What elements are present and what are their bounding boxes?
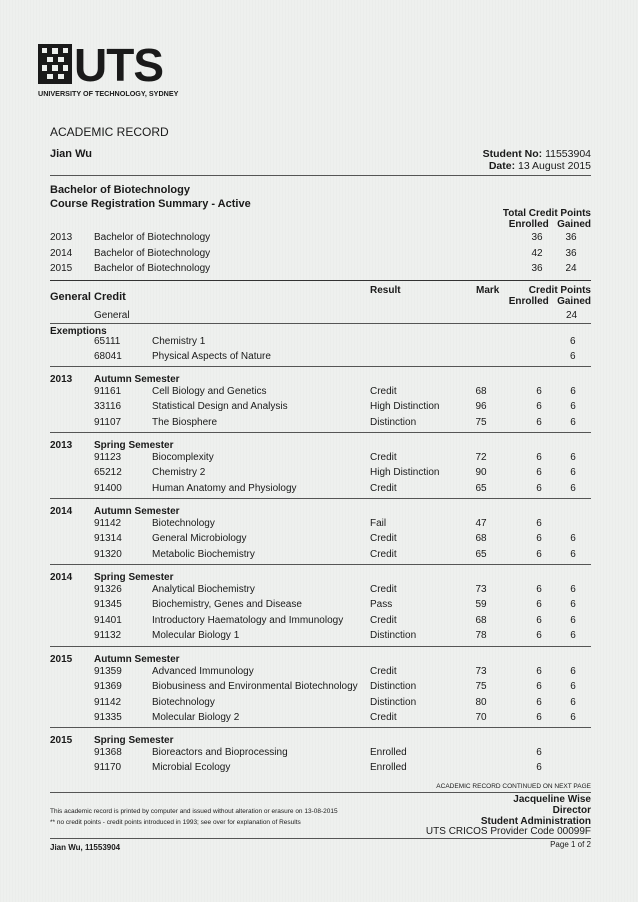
cp-gained-header: Gained [557, 296, 591, 307]
signatory-block [426, 795, 591, 838]
subject-mark: 75 [475, 416, 487, 428]
subject-code: 91369 [94, 681, 122, 693]
subject-name: Molecular Biology 2 [152, 711, 240, 723]
subject-enrolled: 6 [536, 386, 542, 397]
subject-code: 65212 [94, 467, 122, 479]
course-row-year: 2015 [50, 263, 73, 274]
subject-result: Distinction [370, 696, 417, 708]
semester-name: Spring Semester [94, 735, 174, 746]
subject-enrolled: 6 [536, 747, 542, 758]
subject-mark: 47 [475, 518, 487, 529]
general-credit-heading: General Credit [50, 291, 126, 303]
semester-year: 2014 [50, 572, 73, 583]
divider [50, 792, 591, 793]
subject-enrolled: 6 [536, 614, 542, 626]
footer-note-print: This academic record is printed by computer and issued without alteration or erasure on 13-08-2015 [50, 808, 338, 815]
subject-result: Enrolled [370, 747, 407, 758]
subject-result: Enrolled [370, 762, 407, 774]
subject-gained: 6 [570, 482, 576, 494]
subject-code: 91123 [94, 452, 122, 463]
subject-gained: 6 [570, 711, 576, 723]
subject-gained: 6 [570, 467, 576, 479]
exemption-gained: 6 [570, 351, 576, 362]
semester-name: Spring Semester [94, 440, 174, 451]
uts-crest-icon [38, 44, 72, 84]
subject-mark: 68 [475, 614, 487, 626]
divider [50, 564, 591, 565]
semester-name: Autumn Semester [94, 374, 180, 385]
subject-name: Human Anatomy and Physiology [152, 482, 297, 494]
subject-result: Credit [370, 386, 397, 397]
subject-gained: 6 [570, 681, 576, 693]
subject-code: 91400 [94, 482, 122, 494]
document-title: ACADEMIC RECORD [50, 125, 169, 139]
subject-code: 91142 [94, 518, 122, 529]
subject-code: 91368 [94, 747, 122, 758]
subject-mark: 68 [475, 386, 487, 397]
signatory-name: Jacqueline Wise [513, 794, 591, 805]
semester-name: Spring Semester [94, 572, 174, 583]
subject-enrolled: 6 [536, 401, 542, 413]
subject-enrolled: 6 [536, 681, 542, 693]
subject-name: Bioreactors and Bioprocessing [152, 747, 288, 758]
exemption-code: 65111 [94, 336, 121, 347]
subject-code: 91107 [94, 416, 122, 428]
enrolled-label: Enrolled [508, 219, 549, 230]
subject-name: Advanced Immunology [152, 666, 254, 677]
student-name: Jian Wu [50, 148, 92, 160]
subject-name: Biocomplexity [152, 452, 214, 463]
divider [50, 838, 591, 839]
course-row-name: Bachelor of Biotechnology [94, 232, 211, 243]
subject-mark: 78 [475, 629, 487, 641]
exemptions-heading: Exemptions [50, 326, 107, 337]
subject-enrolled: 6 [536, 467, 542, 479]
general-label: General [94, 310, 130, 321]
signatory-title: Director [552, 804, 591, 816]
subject-mark: 73 [475, 584, 487, 595]
subject-name: Analytical Biochemistry [152, 584, 255, 595]
subject-name: Statistical Design and Analysis [152, 401, 288, 413]
logo-wordmark: UTS [74, 39, 163, 91]
subject-enrolled: 6 [536, 416, 542, 428]
semester-year: 2014 [50, 506, 73, 517]
course-row-enrolled: 36 [531, 263, 543, 274]
continued-notice: ACADEMIC RECORD CONTINUED ON NEXT PAGE [436, 783, 591, 790]
subject-mark: 65 [475, 482, 487, 494]
course-row-name: Bachelor of Biotechnology [94, 263, 211, 274]
semester-year: 2015 [50, 654, 73, 665]
subject-code: 33116 [94, 401, 122, 413]
cp-subheader [509, 296, 591, 307]
course-summary-title: Course Registration Summary - Active [50, 198, 251, 210]
subject-name: General Microbiology [152, 533, 247, 545]
subject-result: Fail [370, 518, 387, 529]
subject-gained: 6 [570, 548, 576, 560]
subject-enrolled: 6 [536, 599, 542, 611]
total-cp-label: Total Credit Points [502, 208, 591, 219]
subject-result: Pass [370, 599, 393, 611]
semester-year: 2013 [50, 374, 73, 385]
subject-name: Biotechnology [152, 518, 215, 529]
subject-result: Credit [370, 452, 397, 463]
subject-code: 91132 [94, 629, 122, 641]
divider [50, 646, 591, 647]
footer-notes [50, 806, 338, 828]
subject-result: High Distinction [370, 467, 440, 479]
exemption-name: Physical Aspects of Nature [152, 351, 271, 362]
subject-enrolled: 6 [536, 629, 542, 641]
subject-gained: 6 [570, 584, 576, 595]
divider [50, 432, 591, 433]
student-details [483, 148, 591, 172]
divider [50, 280, 591, 281]
subject-mark: 73 [475, 666, 487, 677]
footer-note-credit: ** no credit points - credit points introduced in 1993; see over for explanation of Results [50, 819, 301, 826]
record-date: 13 August 2015 [518, 160, 591, 172]
subject-enrolled: 6 [536, 482, 542, 494]
divider [50, 498, 591, 499]
subject-gained: 6 [570, 629, 576, 641]
subject-code: 91320 [94, 548, 122, 560]
subject-gained: 6 [570, 533, 576, 545]
subject-result: High Distinction [370, 401, 440, 413]
semester-name: Autumn Semester [94, 654, 180, 665]
semester-year: 2013 [50, 440, 73, 451]
course-row-gained: 36 [565, 232, 577, 243]
subject-gained: 6 [570, 666, 576, 677]
divider [50, 727, 591, 728]
subject-code: 91170 [94, 762, 122, 774]
subject-enrolled: 6 [536, 666, 542, 677]
subject-gained: 6 [570, 614, 576, 626]
cp-enrolled-header: Enrolled [508, 296, 549, 307]
signatory-dept: Student Administration [480, 815, 591, 827]
exemption-name: Chemistry 1 [152, 336, 206, 347]
subject-gained: 6 [570, 386, 576, 397]
semester-year: 2015 [50, 735, 73, 746]
course-heading [50, 183, 251, 211]
subject-name: The Biosphere [152, 416, 218, 428]
student-no-label: Student No: [482, 148, 543, 160]
subject-mark: 59 [475, 599, 487, 611]
subject-gained: 6 [570, 452, 576, 463]
subject-mark: 80 [475, 696, 487, 708]
subject-mark: 70 [475, 711, 487, 723]
total-credit-points-header [503, 208, 591, 230]
divider [50, 366, 591, 367]
subject-result: Credit [370, 614, 397, 626]
subject-enrolled: 6 [536, 696, 542, 708]
subject-enrolled: 6 [536, 533, 542, 545]
uts-logo [38, 39, 179, 100]
subject-result: Credit [370, 482, 397, 494]
subject-enrolled: 6 [536, 711, 542, 723]
subject-code: 91359 [94, 666, 122, 677]
divider [50, 323, 591, 324]
result-column-header: Result [370, 285, 401, 296]
subject-enrolled: 6 [536, 518, 542, 529]
subject-name: Chemistry 2 [152, 467, 206, 479]
subject-name: Introductory Haematology and Immunology [152, 614, 344, 626]
course-row-enrolled: 36 [531, 232, 543, 243]
subject-name: Biochemistry, Genes and Disease [152, 599, 302, 611]
course-name: Bachelor of Biotechnology [50, 184, 190, 196]
date-label: Date: [488, 160, 516, 172]
subject-code: 91326 [94, 584, 122, 595]
subject-result: Credit [370, 584, 397, 595]
gained-label: Gained [557, 219, 591, 230]
subject-mark: 68 [475, 533, 487, 545]
exemption-gained: 6 [570, 336, 576, 347]
divider [50, 175, 591, 176]
course-row-enrolled: 42 [531, 248, 543, 259]
subject-result: Credit [370, 666, 397, 677]
subject-name: Microbial Ecology [152, 762, 231, 774]
subject-result: Credit [370, 548, 397, 560]
subject-result: Credit [370, 533, 397, 545]
subject-result: Distinction [370, 416, 417, 428]
subject-mark: 90 [475, 467, 487, 479]
subject-result: Distinction [370, 681, 417, 693]
subject-result: Credit [370, 711, 397, 723]
credit-points-column-header: Credit Points [528, 285, 591, 296]
subject-result: Distinction [370, 629, 417, 641]
student-no: 11553904 [545, 148, 591, 160]
subject-gained: 6 [570, 599, 576, 611]
subject-name: Biotechnology [152, 696, 215, 708]
course-row-year: 2013 [50, 232, 73, 243]
subject-mark: 75 [475, 681, 487, 693]
course-row-year: 2014 [50, 248, 73, 259]
semester-name: Autumn Semester [94, 506, 180, 517]
course-row-gained: 36 [565, 248, 577, 259]
subject-code: 91142 [94, 696, 122, 708]
mark-column-header: Mark [476, 285, 500, 296]
subject-gained: 6 [570, 416, 576, 428]
subject-mark: 72 [475, 452, 487, 463]
subject-code: 91161 [94, 386, 122, 397]
subject-name: Molecular Biology 1 [152, 629, 240, 641]
provider-code: UTS CRICOS Provider Code 00099F [425, 826, 591, 838]
subject-gained: 6 [570, 401, 576, 413]
logo-subtitle: UNIVERSITY OF TECHNOLOGY, SYDNEY [38, 89, 179, 98]
subject-code: 91401 [94, 614, 122, 626]
course-row-name: Bachelor of Biotechnology [94, 248, 211, 259]
subject-enrolled: 6 [536, 452, 542, 463]
subject-name: Metabolic Biochemistry [152, 548, 255, 560]
subject-gained: 6 [570, 696, 576, 708]
course-row-gained: 24 [565, 263, 577, 274]
subject-mark: 65 [475, 548, 487, 560]
general-gained: 24 [566, 310, 578, 321]
subject-name: Cell Biology and Genetics [152, 386, 267, 397]
subject-enrolled: 6 [536, 584, 542, 595]
subject-code: 91335 [94, 711, 122, 723]
page-number: Page 1 of 2 [550, 840, 591, 849]
subject-mark: 96 [475, 401, 487, 413]
subject-enrolled: 6 [536, 548, 542, 560]
subject-code: 91345 [94, 599, 122, 611]
footer-student-ref: Jian Wu, 11553904 [50, 843, 121, 852]
subject-enrolled: 6 [536, 762, 542, 774]
subject-name: Biobusiness and Environmental Biotechnology [152, 681, 358, 693]
exemption-code: 68041 [94, 351, 122, 362]
subject-code: 91314 [94, 533, 122, 545]
